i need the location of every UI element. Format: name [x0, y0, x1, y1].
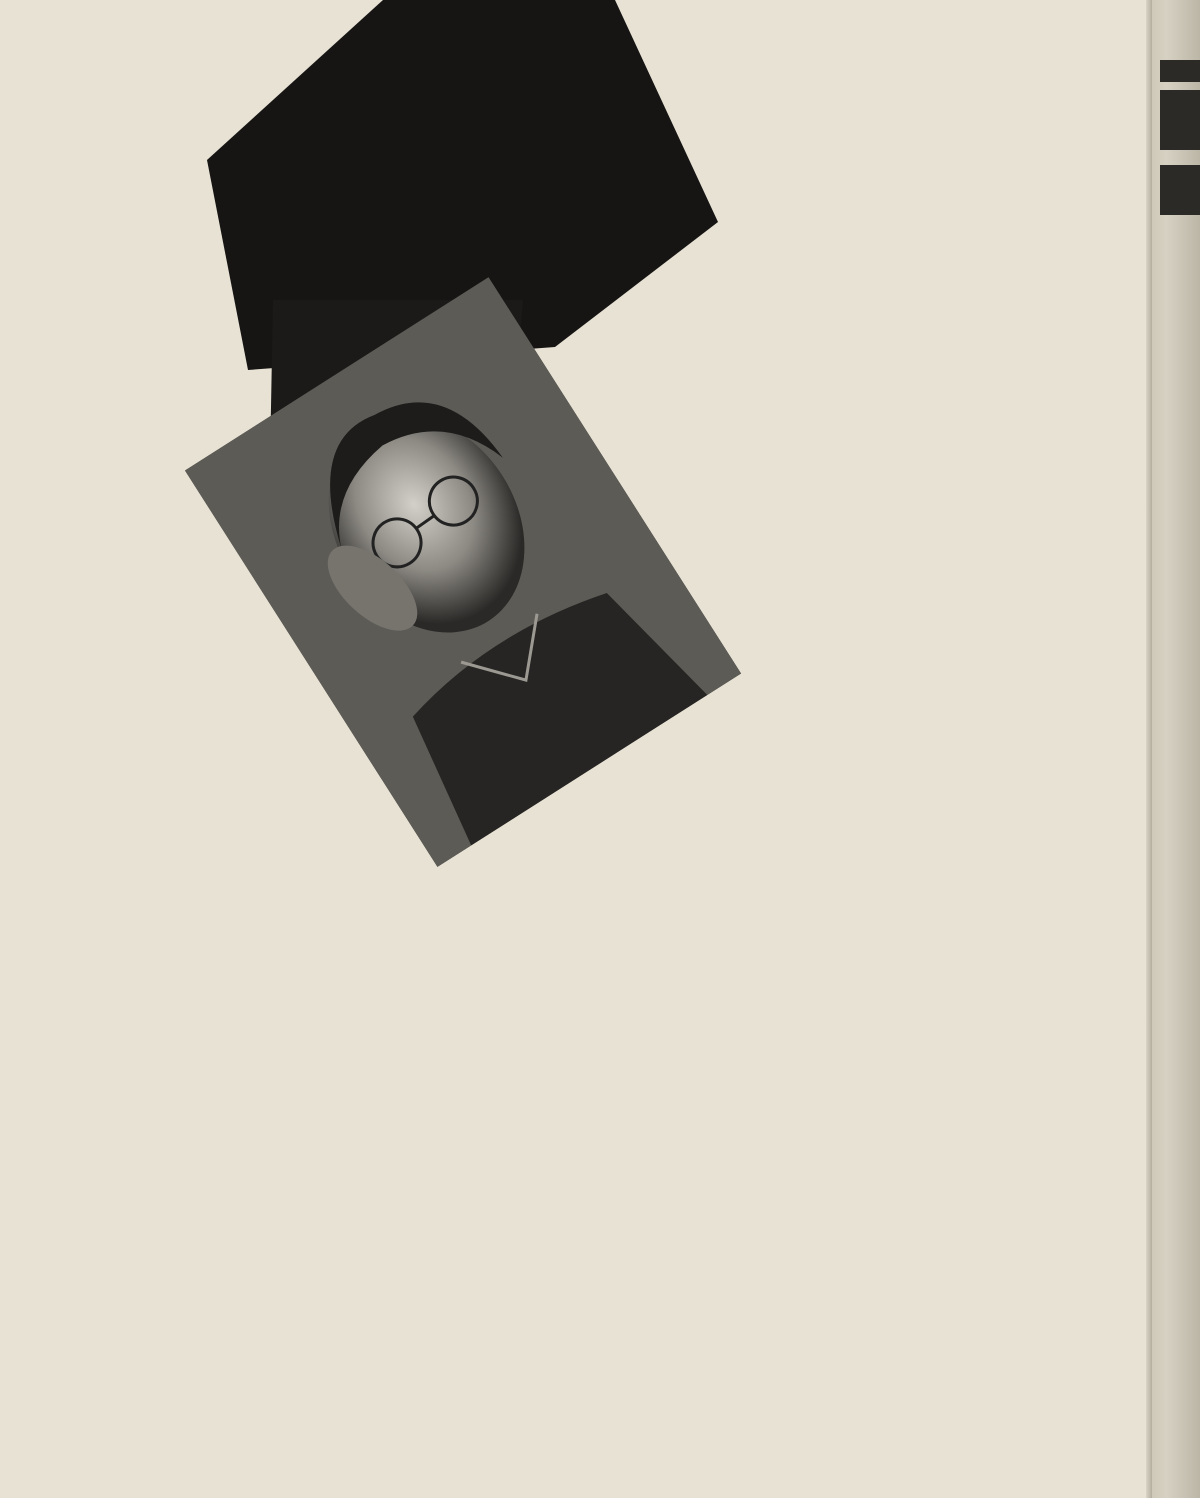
- adjacent-page-edge: [1152, 0, 1200, 1498]
